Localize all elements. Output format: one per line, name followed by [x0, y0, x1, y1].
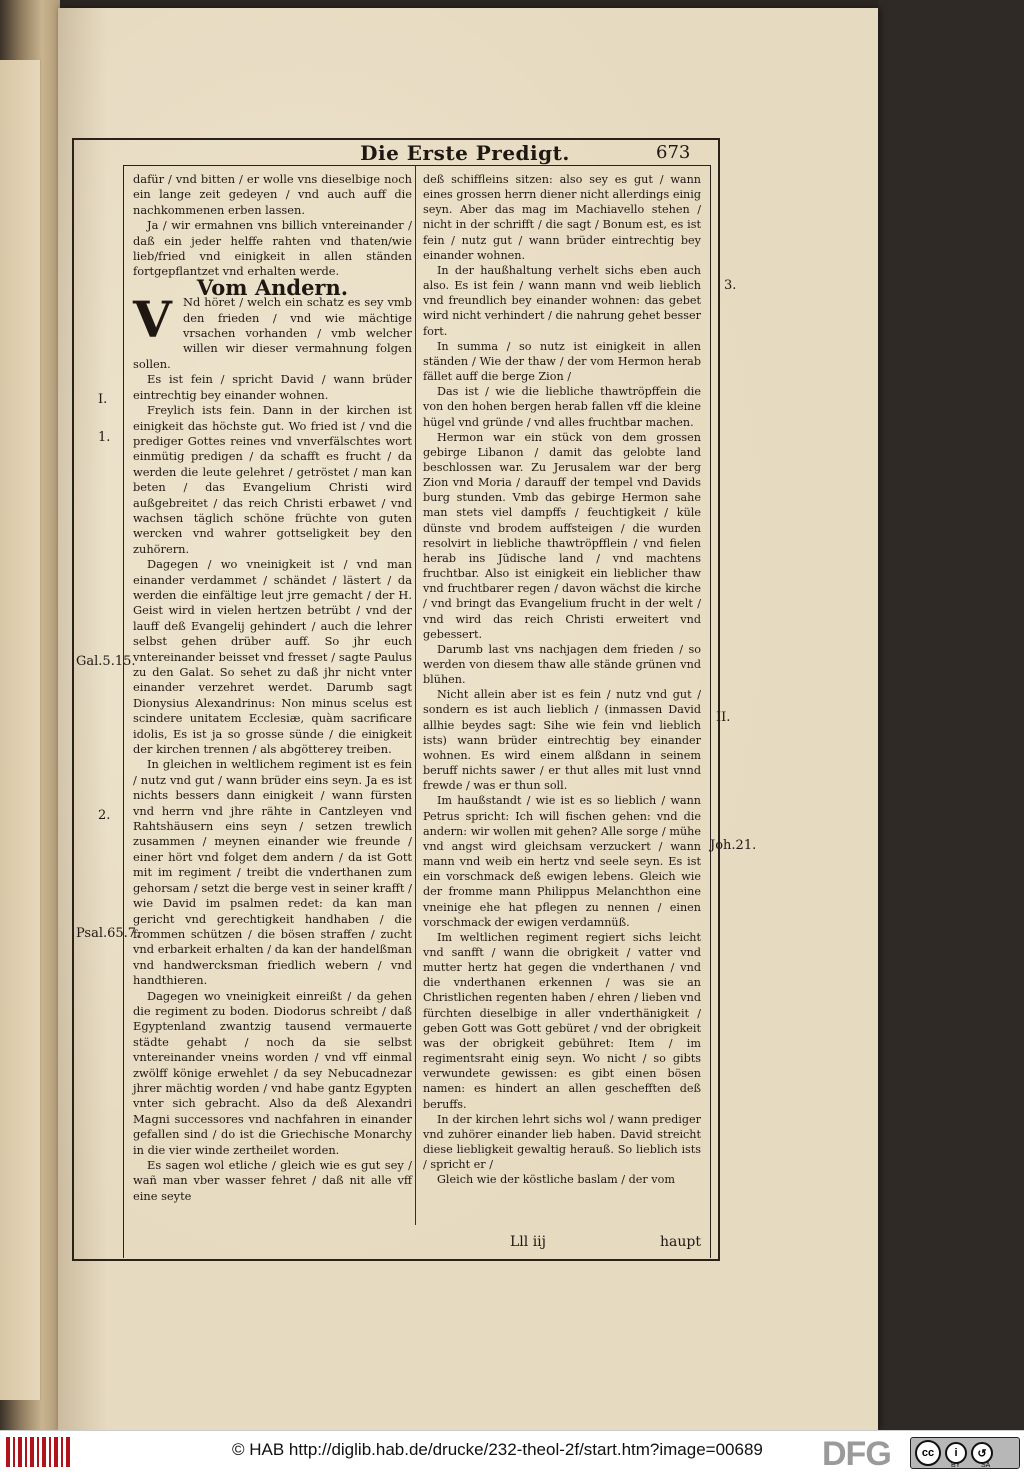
paragraph: Darumb last vns nachjagen dem frieden / so werden von diesem thaw alle stände grünen vnd blühen.	[423, 642, 701, 687]
cc-sa-label: SA	[981, 1462, 991, 1469]
left-text-column	[133, 172, 412, 1204]
dfg-logo[interactable]: DFG	[822, 1435, 891, 1473]
margin-note-one: 1.	[98, 430, 111, 445]
paragraph-with-initial	[133, 290, 412, 372]
page-number: 673	[656, 142, 691, 163]
margin-note-galatians: Gal.5.15.	[76, 654, 136, 669]
paragraph: Es sagen wol etliche / gleich wie es gut sey / wañ man vber wasser fehret / daß nit alle vff eine seyte	[133, 1158, 412, 1203]
paragraph: In der kirchen lehrt sichs wol / wann prediger vnd zuhörer einander lieb haben. David streicht diese liebligkeit gewaltig herauß. So lieblich ists / spricht er /	[423, 1112, 701, 1172]
margin-note-roman-two: II.	[716, 710, 731, 725]
viewer-footer-bar	[0, 1430, 1024, 1474]
paragraph: Freylich ists fein. Dann in der kirchen ist einigkeit das höchste gut. Wo fried ist / vnd die prediger Gottes reines vnd vnverfälschtes wort einmütig predigen / da schafft es frucht / da werden die leute gelehret / getröstet / man kan beten / das Evangelium Christi wird außgebreitet / das reich Christi erbawet / vnd wachsen täglich schöne früchte von guten wercken vnd wahrer gottseligkeit bey den zuhörern.	[133, 403, 412, 556]
paragraph: Hermon war ein stück von dem grossen gebirge Libanon / damit das gelobte land beschlossen war. Zu Jerusalem war der berg Zion vnd Moria / darauff der tempel vnd Davids burg stunden. Vmb das gebirge Hermon sahe man stets viel dampffs / feuchtigkeit / küle dünste vnd brodem auffsteigen / die wurden resolvirt in liebliche thawtröpfflein / vnd fielen herab ins Jüdische land / vnd machtens fruchtbar. Also ist einigkeit ein lieblicher thaw vnd fruchtbarer regen / davon wächst die kirche / vnd bringt das Evangelium frucht in der welt / vnd wird das reich Christi erweitert vnd gebessert.	[423, 430, 701, 641]
running-header: Die Erste Predigt.	[360, 141, 570, 165]
paragraph: Dagegen / wo vneinigkeit ist / vnd man einander verdammet / schändet / lästert / da werden die einfältige leut jrre gemacht / der H. Geist wird in vielen hertzen betrübt / vnd der lauff deß Evangelij gehindert / auch die lehrer selbst gehen drüber auff. So jhr euch vntereinander beisset vnd fresset / sagte Paulus zu den Galat. So sehet zu daß jhr nicht vnter einander verzehret werdet. Darumb sagt Dionysius Alexandrinus: Non minus scelus est scindere unitatem Ecclesiæ, quàm sacrificare idolis, Es ist ja so grosse sünde / die einigkeit der kirchen trennen / als abgötterey treiben.	[133, 557, 412, 757]
margin-note-two: 2.	[98, 808, 111, 823]
previous-page-edge	[0, 60, 41, 1400]
paragraph: Ja / wir ermahnen vns billich vntereinander / daß ein jeder helffe rahten vnd thaten/wie lieb/fried vnd einigkeit in allen ständen fortgepflantzet vnd erhalten werde.	[133, 218, 412, 279]
paragraph: In gleichen in weltlichem regiment ist es fein / nutz vnd gut / wann brüder eins seyn. Ja es ist nichts bessers dann einigkeit / wann fürsten vnd herrn vnd jhre rähte in Cantzleyen vnd Rahtshäusern eins seyn / setzen trewlich zusammen / meynen einander wie freunde / einer hört vnd folget dem andern / da ist Gott mit im regiment / treibt die vnderthanen zum gehorsam / setzt die berge vest in seiner krafft / wie David im psalmen redet: da kan man gericht vnd gerechtigkeit handhaben / die frommen schützen / die bösen straffen / zucht vnd erbarkeit erhalten / da kan der handelßman vnd handwercksman friedlich webern / vnd handthieren.	[133, 757, 412, 988]
paragraph-text: Nd höret / welch ein schatz es sey vmb den frieden / vnd wie mächtige vrsachen vorhanden / vmb welcher willen wir dieser vermahnung folgen sollen.	[133, 295, 412, 371]
signature-mark: Lll iij	[510, 1234, 546, 1250]
margin-note-psalm: Psal.65.7.	[76, 926, 141, 941]
hab-logo-icon[interactable]	[6, 1437, 70, 1467]
background-right	[878, 0, 1024, 1430]
paragraph: Im haußstandt / wie ist es so lieblich / wann Petrus spricht: Ich will fischen gehen: vnd die andern: wir wollen mit gehen? Alle sorge / mühe vnd angst wird gleichsam verzuckert / wann mann vnd weib ein hertz vnd seele seyn. Es ist ein vorschmack deß ewigen lebens. Gleich wie der fromme mann Philippus Melanchthon eine vneinige ehe hat pflegen zu nennen / einen vorschmack der ewigen verdamnüß.	[423, 794, 701, 929]
drop-cap-initial: V	[133, 290, 172, 350]
paragraph: Gleich wie der köstliche baslam / der vom	[437, 1173, 675, 1187]
section-heading: Vom Andern.	[196, 274, 349, 300]
attribution-icon: i	[945, 1442, 967, 1464]
paragraph: In der haußhaltung verhelt sichs eben auch also. Es ist fein / wann mann vnd weib lieblich vnd freundlich bey einander wohnen: das gebet wird nicht verhindert / die nahrung gehet besser fort.	[423, 263, 701, 338]
catchword: haupt	[660, 1234, 701, 1250]
cc-icon: cc	[915, 1440, 941, 1466]
right-text-column	[423, 172, 701, 1187]
column-divider	[415, 165, 416, 1225]
paragraph: Im weltlichen regiment regiert sichs leicht vnd sanfft / wann die obrigkeit / vatter vnd mutter hertz hat gegen die vnderthanen / vnd die vnderthanen erkennen / was sie an Christlichen regenten haben / ehren / lieben vnd fürchten dieselbige in aller vnderthänigkeit / geben Gott was Gott gebüret / vnd der obrigkeit was der obrigkeit gebühret: Item / im regimentsraht einig seyn. Wo nicht / so gibts verwundete gewissen: es gibt einen bösen namen: es hindert an allen geschefften deß beruffs.	[423, 930, 701, 1111]
cc-license-badge[interactable]	[910, 1437, 1020, 1469]
paragraph: dafür / vnd bitten / er wolle vns dieselbige noch ein lange zeit gedeyen / vnd auch auff die nachkommenen erben lassen.	[133, 172, 412, 217]
cc-by-label: BY	[951, 1462, 961, 1469]
margin-note-three: 3.	[724, 278, 737, 293]
share-alike-icon: ↺	[971, 1442, 993, 1464]
paragraph: Nicht allein aber ist es fein / nutz vnd gut / sondern es ist auch lieblich / (inmassen David allhie beydes sagt: Sihe wie fein vnd lieblich ists) wann brüder eintrechtig bey einander wohnen. Es wird einem alßdann in seinem beruff nichts sawer / er thut alles mit lust vnnd frewde / was er thun soll.	[423, 688, 701, 793]
copyright-link[interactable]: © HAB http://diglib.hab.de/drucke/232-theol-2f/start.htm?image=00689	[232, 1440, 763, 1459]
paragraph: deß schiffleins sitzen: also sey es gut / wann eines grossen herrn diener nicht allerdings einig seyn. Aber das mag im Machiavello stehen / nicht in der schrifft / die sagt / Bonum est, es ist fein / nutz gut / wann brüder eintrechtig bey einander wohnen.	[423, 173, 701, 262]
margin-note-john: Joh.21.	[710, 838, 757, 853]
paragraph: Das ist / wie die liebliche thawtröpffein die von den hohen bergen herab fallen vff die kleine hügel vnd gründe / vnd alles fruchtbar machen.	[423, 385, 701, 429]
paragraph: Dagegen wo vneinigkeit einreißt / da gehen die regiment zu boden. Diodorus schreibt / daß Egyptenland zwantzig tausend vermauerte städte gehabt / noch da sie selbst vntereinander vneins worden / vnd vff einmal zwölff könige erwehlet / da sey Nebucadnezar jhrer mächtig worden / vnd habe gantz Egypten vnter sich gebracht. Also da deß Alexandri Magni successores vnd nachfahren in einander gefallen sind / do ist die Griechische Monarchy in die vier winde zertheilet worden.	[133, 988, 412, 1157]
paragraph: In summa / so nutz ist einigkeit in allen ständen / Wie der thaw / der vom Hermon herab fället auff die berge Zion /	[423, 339, 701, 384]
margin-note-roman-one: I.	[98, 392, 108, 407]
paragraph: Es ist fein / spricht David / wann brüder eintrechtig bey einander wohnen.	[133, 372, 412, 402]
